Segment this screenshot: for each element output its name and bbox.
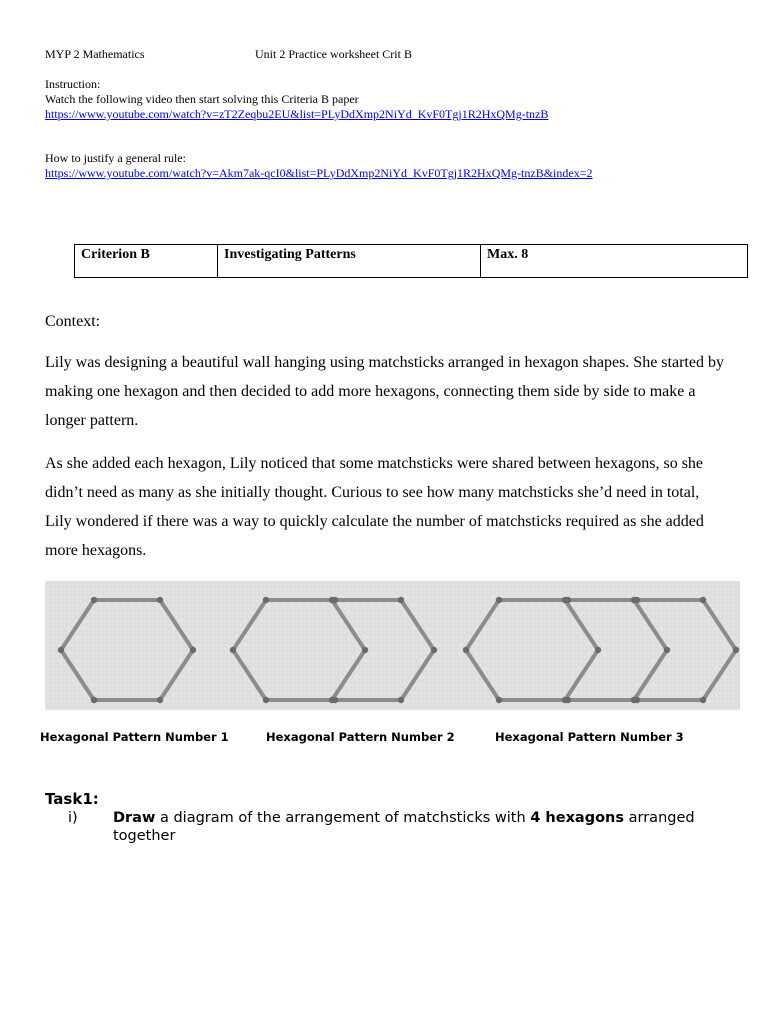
task-text-c: arranged together bbox=[113, 810, 695, 844]
matchstick-head bbox=[157, 597, 163, 603]
matchstick-head bbox=[332, 597, 338, 603]
matchstick-head bbox=[263, 597, 269, 603]
matchstick-head bbox=[595, 647, 601, 653]
matchstick-head bbox=[263, 697, 269, 703]
justify-video-link[interactable]: https://www.youtube.com/watch?v=Akm7ak-qcI0&list=PLyDdXmp2NiYd_KvF0Tgj1R2HxQMg-tnzB&index=2 bbox=[45, 166, 593, 180]
criterion-title-cell: Investigating Patterns bbox=[218, 245, 481, 278]
matchstick-head bbox=[91, 597, 97, 603]
context-heading: Context: bbox=[45, 313, 101, 330]
matchstick-head bbox=[332, 697, 338, 703]
instruction-label: Instruction: bbox=[45, 77, 101, 91]
matchstick-head bbox=[565, 597, 571, 603]
task-item-text bbox=[113, 809, 735, 845]
matchstick-head bbox=[664, 647, 670, 653]
caption-pattern-3: Hexagonal Pattern Number 3 bbox=[495, 730, 684, 744]
task-title: Task1: bbox=[45, 790, 99, 808]
hexagon-patterns-figure bbox=[45, 581, 740, 710]
matchstick-head bbox=[496, 597, 502, 603]
matchstick-head bbox=[58, 647, 64, 653]
matchstick-head bbox=[496, 697, 502, 703]
matchstick-head bbox=[634, 697, 640, 703]
matchstick-head bbox=[398, 697, 404, 703]
criterion-max-cell: Max. 8 bbox=[481, 245, 748, 278]
matchstick-head bbox=[91, 697, 97, 703]
course-title: MYP 2 Mathematics bbox=[45, 47, 145, 61]
task-verb: Draw bbox=[113, 810, 156, 826]
matchstick-head bbox=[463, 647, 469, 653]
caption-pattern-1: Hexagonal Pattern Number 1 bbox=[40, 730, 229, 744]
caption-pattern-2: Hexagonal Pattern Number 2 bbox=[266, 730, 455, 744]
worksheet-title: Unit 2 Practice worksheet Crit B bbox=[255, 47, 412, 61]
matchstick-head bbox=[230, 647, 236, 653]
matchstick-head bbox=[431, 647, 437, 653]
matchstick-head bbox=[157, 697, 163, 703]
matchstick-head bbox=[398, 597, 404, 603]
task-bold-count: 4 hexagons bbox=[530, 810, 625, 826]
justify-label: How to justify a general rule: bbox=[45, 151, 186, 165]
task-text-a: a diagram of the arrangement of matchsticks with bbox=[155, 810, 531, 826]
instruction-video-link[interactable]: https://www.youtube.com/watch?v=zT2Zeqbu2EU&list=PLyDdXmp2NiYd_KvF0Tgj1R2HxQMg-tnzB bbox=[45, 107, 549, 121]
context-paragraph-1: Lily was designing a beautiful wall hanging using matchsticks arranged in hexagon shapes. She started by making one hexagon and then decided to add more hexagons, connecting them side by side to make a longer pattern. bbox=[45, 354, 724, 429]
criterion-table bbox=[74, 244, 748, 278]
matchstick-head bbox=[190, 647, 196, 653]
context-paragraph-2: As she added each hexagon, Lily noticed that some matchsticks were shared between hexagons, so she didn’t need as many as she initially thought. Curious to see how many matchsticks she’d need in total, Lily wondered if there was a way to quickly calculate the number of matchsticks required as she added more hexagons. bbox=[45, 455, 704, 559]
criterion-cell: Criterion B bbox=[75, 245, 218, 278]
task-item-number: i) bbox=[68, 810, 78, 826]
matchstick-head bbox=[700, 697, 706, 703]
task-item-1 bbox=[45, 809, 735, 845]
matchstick-head bbox=[362, 647, 368, 653]
matchstick-head bbox=[733, 647, 739, 653]
matchstick-head bbox=[700, 597, 706, 603]
instruction-text: Watch the following video then start solving this Criteria B paper bbox=[45, 92, 359, 106]
matchstick-head bbox=[565, 697, 571, 703]
matchstick-head bbox=[634, 597, 640, 603]
